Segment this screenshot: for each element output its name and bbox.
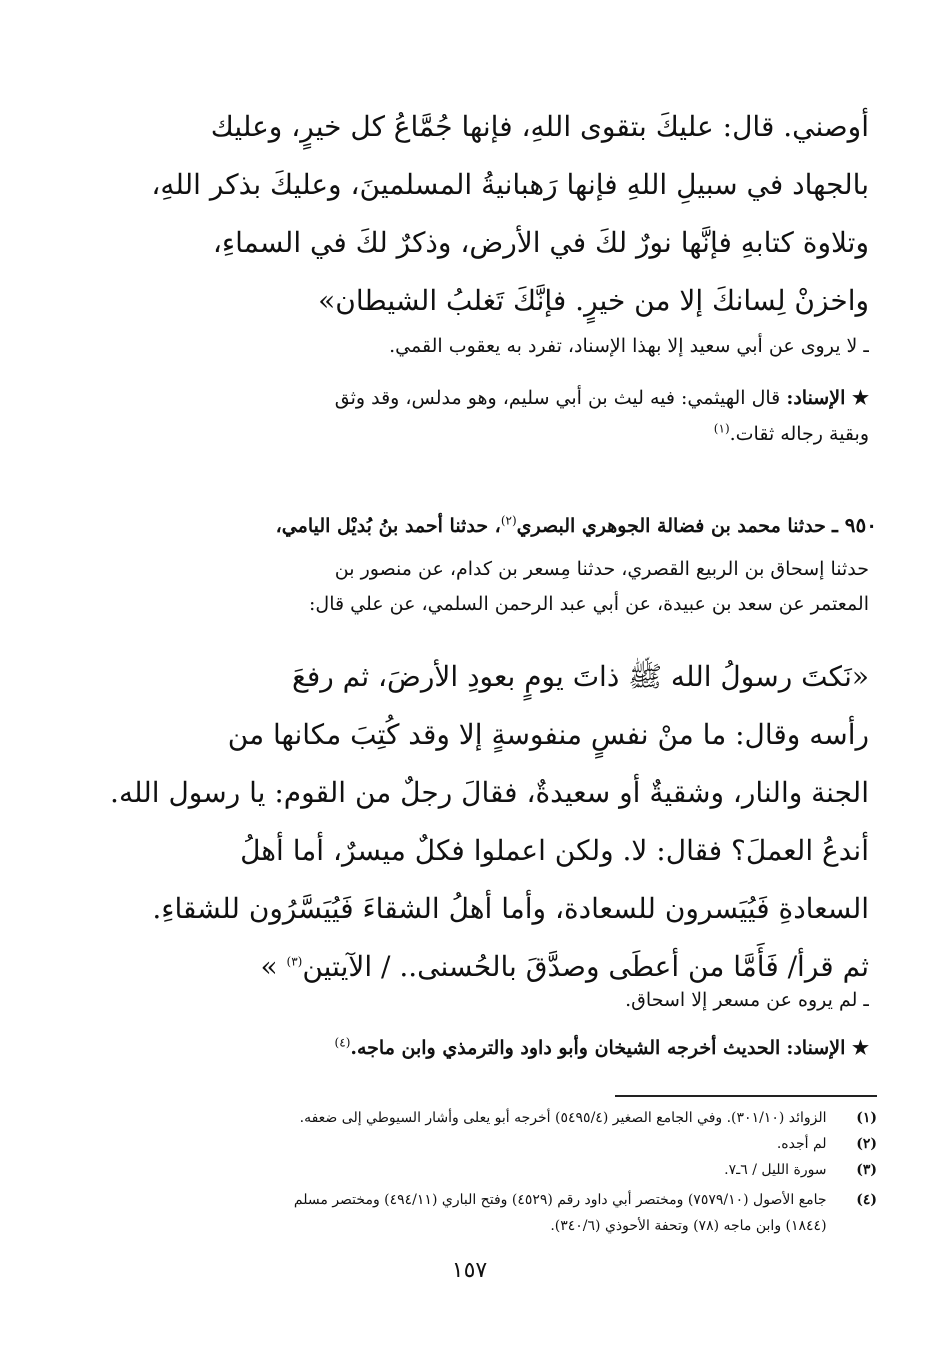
page-number: ١٥٧ xyxy=(451,1258,488,1283)
footnote xyxy=(57,1156,877,1184)
isnad-section xyxy=(69,1030,869,1066)
top-matn xyxy=(69,98,869,330)
matn-line: واخزنْ لِسانكَ إلا من خيرٍ. فإنَّكَ تَغلبُ الشيطان» xyxy=(318,284,869,317)
matn-line: أندعُ العملَ؟ فقال: لا. ولكن اعملوا فكلٌ ميسرٌ، أما أهلُ xyxy=(240,834,869,867)
chain-text: حدثنا محمد بن فضالة الجوهري البصري xyxy=(516,515,826,537)
hadith-number: ٩٥٠ ـ xyxy=(831,513,877,537)
footnote-number: (٤) xyxy=(856,1192,877,1208)
chain-text: ، حدثنا أحمد بنُ بُديْل اليامي، xyxy=(275,515,501,537)
isnad-label: ★ الإسناد: xyxy=(786,1037,869,1059)
matn-line: بالجهاد في سبيلِ اللهِ فإنها رَهبانيةُ المسلمينَ، وعليكَ بذكر اللهِ، xyxy=(151,168,869,201)
footnote-number: (٣) xyxy=(856,1162,877,1178)
matn-text: ثم قرأ/ فَأَمَّا من أعطَى وصدَّقَ بالحُسنى.. / الآيتين xyxy=(302,950,869,983)
footnote xyxy=(57,1212,877,1240)
footnote-ref: (٢) xyxy=(500,513,517,528)
footnote-text: سورة الليل / ٦ـ٧. xyxy=(724,1162,827,1178)
chain-line: المعتمر عن سعد بن عبيدة، عن أبي عبد الرحمن السلمي، عن علي قال: xyxy=(309,593,869,615)
hadith-950-chain-cont xyxy=(69,552,869,622)
note-text: ـ لا يروى عن أبي سعيد إلا بهذا الإسناد، تفرد به يعقوب القمي. xyxy=(389,335,869,357)
matn-line: السعادةِ فَيُيَسرون للسعادة، وأما أهلُ الشقاءَ فَيُيَسَّرُون للشقاءِ. xyxy=(152,892,869,925)
matn-line: «نَكتَ رسولُ الله ﷺ ذاتَ يومٍ بعودِ الأرضَ، ثم رفعَ xyxy=(291,660,869,693)
isnad-text: قال الهيثمي: فيه ليث بن أبي سليم، وهو مدلس، وقد وثق xyxy=(334,387,781,409)
chain-line: حدثنا إسحاق بن الربيع القصري، حدثنا مِسعر بن كدام، عن منصور بن xyxy=(334,558,869,580)
isnad-line xyxy=(69,1030,869,1066)
matn-line: أوصني. قال: عليكَ بتقوى اللهِ، فإنها جُمَّاعُ كل خيرٍ، وعليك xyxy=(210,110,869,143)
isnad-label: ★ الإسناد: xyxy=(786,387,869,409)
footnote-ref: (١) xyxy=(713,421,730,436)
isnad-section xyxy=(69,380,869,452)
footnote-text: لم أجده. xyxy=(776,1136,827,1152)
footnote-number: (٢) xyxy=(856,1136,877,1152)
footnote xyxy=(57,1186,877,1214)
matn-line: وتلاوة كتابهِ فإنَّها نورٌ لكَ في الأرض، وذكرٌ لكَ في السماءِ، xyxy=(212,226,869,259)
footnote-ref: (٤) xyxy=(334,1035,351,1050)
closing-quote: » xyxy=(260,950,278,983)
hadith-950-chain xyxy=(65,508,877,544)
isnad-text: وبقية رجاله ثقات. xyxy=(729,423,869,445)
footnote-text: (١٨٤٤) وابن ماجه (٧٨) وتحفة الأحوذي (٣٤٠/٦). xyxy=(550,1218,827,1234)
footnote-number: (١) xyxy=(856,1110,877,1126)
isnad-text: الحديث أخرجه الشيخان وأبو داود والترمذي وابن ماجه. xyxy=(350,1037,781,1059)
footnote-ref: (٣) xyxy=(286,954,303,969)
note-text: ـ لم يروه عن مسعر إلا اسحاق. xyxy=(625,989,869,1011)
isnad-line xyxy=(69,380,869,416)
chain-line xyxy=(65,508,877,544)
hadith-950-matn xyxy=(69,648,869,996)
matn-line: رأسه وقال: ما منْ نفسٍ منفوسةٍ إلا وقد كُتِبَ مكانها من xyxy=(227,718,869,751)
footnote xyxy=(57,1104,877,1132)
footnote xyxy=(57,1130,877,1158)
isnad-line xyxy=(69,416,869,452)
footnote-separator xyxy=(615,1095,877,1097)
footnote-text: جامع الأصول (٧٥٧٩/١٠) ومختصر أبي داود رقم (٤٥٢٩) وفتح الباري (٤٩٤/١١) ومختصر مسلم xyxy=(293,1192,827,1208)
narration-note xyxy=(69,982,869,1018)
matn-line: الجنة والنار، وشقيةٌ أو سعيدةٌ، فقالَ رجلٌ من القوم: يا رسول الله. xyxy=(110,776,869,809)
footnote-text: الزوائد (٣٠١/١٠). وفي الجامع الصغير (٥٤٩٥/٤) أخرجه أبو يعلى وأشار السيوطي إلى ضعفه. xyxy=(299,1110,827,1126)
narration-note xyxy=(69,328,869,364)
